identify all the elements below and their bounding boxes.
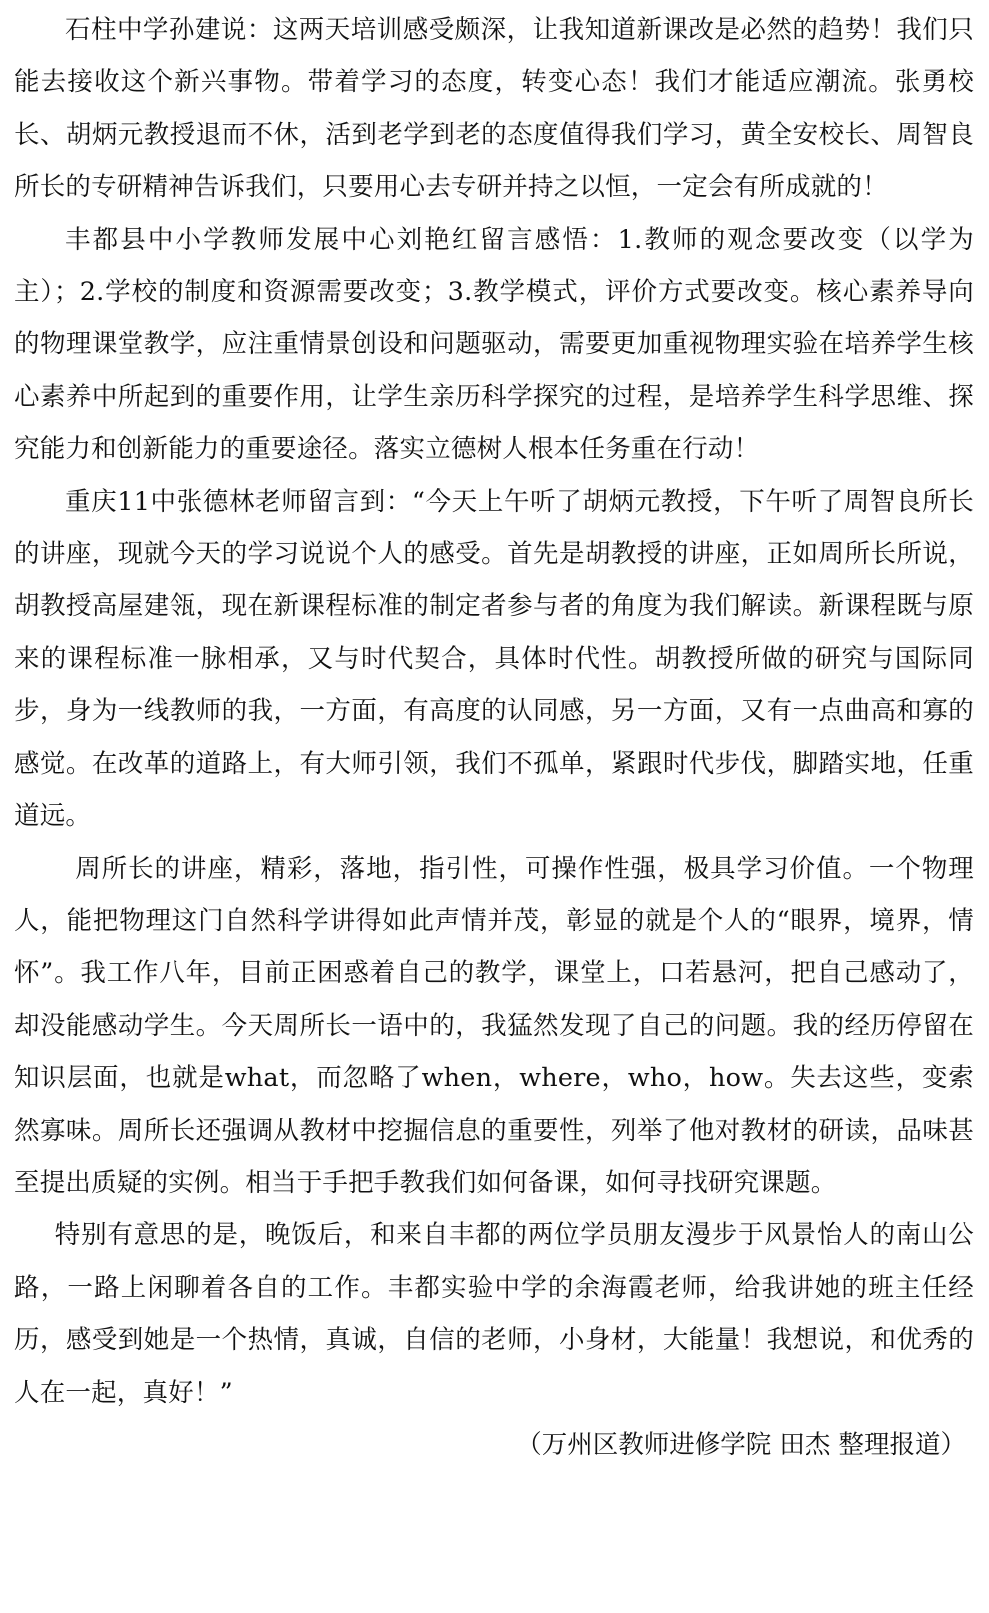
paragraph-zhou-lecture: 周所长的讲座，精彩，落地，指引性，可操作性强，极具学习价值。一个物理人，能把物理这门自然科学讲得如此声情并茂，彰显的就是个人的“眼界，境界，情怀”。我工作八年，目前正困惑着自己的教学，课堂上，口若悬河，把自己感动了，却没能感动学生。今天周所长一语中的，我猛然发现了自己的问题。我的经历停留在知识层面，也就是what，而忽略了when，where，who，how。失去这些，变索然寡味。周所长还强调从教材中挖掘信息的重要性，列举了他对教材的研读，品味甚至提出质疑的实例。相当于手把手教我们如何备课，如何寻找研究课题。	[14, 853, 974, 1198]
article-body	[14, 4, 974, 1471]
paragraph-sun-jian: 石柱中学孙建说：这两天培训感受颇深，让我知道新课改是必然的趋势！我们只能去接收这个新兴事物。带着学习的态度，转变心态！我们才能适应潮流。张勇校长、胡炳元教授退而不休，活到老学到老的态度值得我们学习，黄全安校长、周智良所长的专研精神告诉我们，只要用心去专研并持之以恒，一定会有所成就的！	[14, 15, 974, 203]
paragraph-zhang-delin: 重庆11中张德林老师留言到：“今天上午听了胡炳元教授，下午听了周智良所长的讲座，现就今天的学习说说个人的感受。首先是胡教授的讲座，正如周所长所说，胡教授高屋建瓴，现在新课程标准的制定者参与者的角度为我们解读。新课程既与原来的课程标准一脉相承，又与时代契合，具体时代性。胡教授所做的研究与国际同步，身为一线教师的我，一方面，有高度的认同感，另一方面，又有一点曲高和寡的感觉。在改革的道路上，有大师引领，我们不孤单，紧跟时代步伐，脚踏实地，任重道远。	[14, 486, 974, 832]
paragraph-liu-yanhong: 丰都县中小学教师发展中心刘艳红留言感悟：1.教师的观念要改变（以学为主）；2.学校的制度和资源需要改变；3.教学模式，评价方式要改变。核心素养导向的物理课堂教学，应注重情景创设和问题驱动，需要更加重视物理实验在培养学生核心素养中所起到的重要作用，让学生亲历科学探究的过程，是培养学生科学思维、探究能力和创新能力的重要途径。落实立德树人根本任务重在行动！	[14, 224, 974, 465]
paragraph-evening-walk: 特别有意思的是，晚饭后，和来自丰都的两位学员朋友漫步于风景怡人的南山公路，一路上闲聊着各自的工作。丰都实验中学的余海霞老师，给我讲她的班主任经历，感受到她是一个热情，真诚，自信的老师，小身材，大能量！我想说，和优秀的人在一起，真好！”	[14, 1220, 974, 1408]
report-attribution: （万州区教师进修学院 田杰 整理报道）	[516, 1429, 966, 1460]
